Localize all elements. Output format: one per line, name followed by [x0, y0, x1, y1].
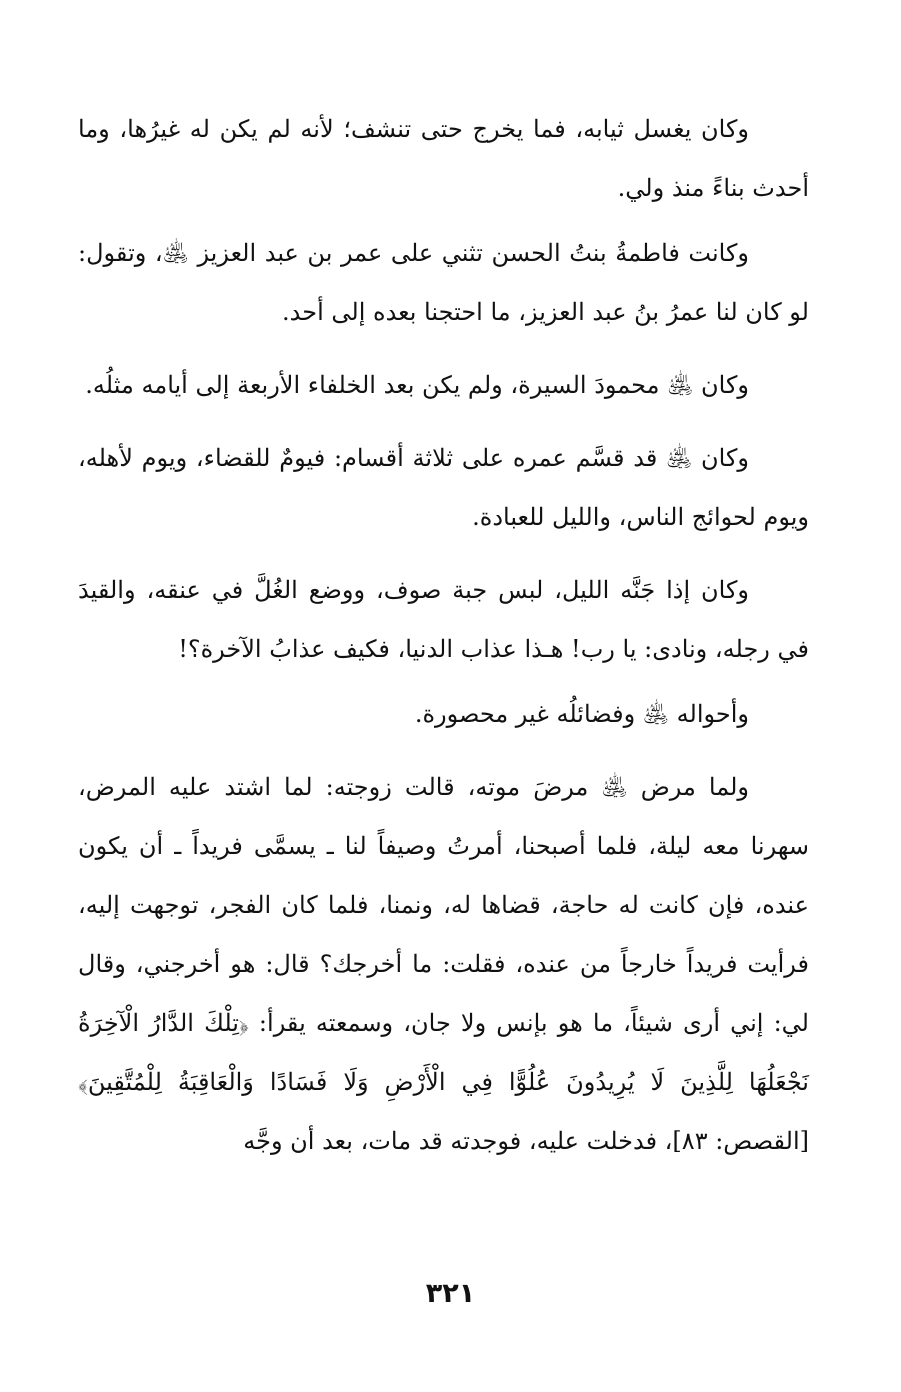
paragraph-2: وكانت فاطمةُ بنتُ الحسن تثني على عمر بن عبد العزيز ﵁، وتقول: لو كان لنا عمرُ بنُ عبد العزيز، ما احتجنا بعده إلى أحد. — [78, 239, 809, 326]
paragraph-1: وكان يغسل ثيابه، فما يخرج حتى تنشف؛ لأنه لم يكن له غيرُها، وما أحدث بناءً منذ ولي. — [78, 115, 809, 202]
page-body — [78, 100, 809, 1392]
paragraph-6: وأحواله ﵁ وفضائلُه غير محصورة. — [414, 700, 749, 728]
page-number: ٣٢١ — [425, 1278, 476, 1309]
paragraph-4: وكان ﵁ قد قسَّم عمره على ثلاثة أقسام: فيومٌ للقضاء، ويوم لأهله، ويوم لحوائج الناس، والليل للعبادة. — [78, 444, 809, 531]
paragraph-7: ولما مرض ﵁ مرضَ موته، قالت زوجته: لما اشتد عليه المرض، سهرنا معه ليلة، فلما أصبحنا، أمرتُ وصيفاً لنا ـ يسمَّى فريداً ـ أن يكون عنده، فإن كانت له حاجة، قضاها له، ونمنا، فلما كان الفجر، توجهت إليه، فرأيت فريداً خارجاً من عنده، فقلت: ما أخرجك؟ قال: هو أخرجني، وقال لي: إني أرى شيئاً، ما هو بإنس ولا جان، وسمعته يقرأ: ﴿تِلْكَ الدَّارُ الْآخِرَةُ نَجْعَلُهَا لِلَّذِينَ لَا يُرِيدُونَ عُلُوًّا فِي الْأَرْضِ وَلَا فَسَادًا وَالْعَاقِبَةُ لِلْمُتَّقِينَ﴾ [القصص: ٨٣]، فدخلت عليه، فوجدته قد مات، بعد أن وجَّه — [78, 773, 809, 1155]
paragraph-5: وكان إذا جَنَّه الليل، لبس جبة صوف، ووضع الغُلَّ في عنقه، والقيدَ في رجله، ونادى: يا رب! هـذا عذاب الدنيا، فكيف عذابُ الآخرة؟! — [78, 576, 809, 663]
paragraph-3: وكان ﵁ محمودَ السيرة، ولم يكن بعد الخلفاء الأربعة إلى أيامه مثلُه. — [85, 371, 749, 399]
